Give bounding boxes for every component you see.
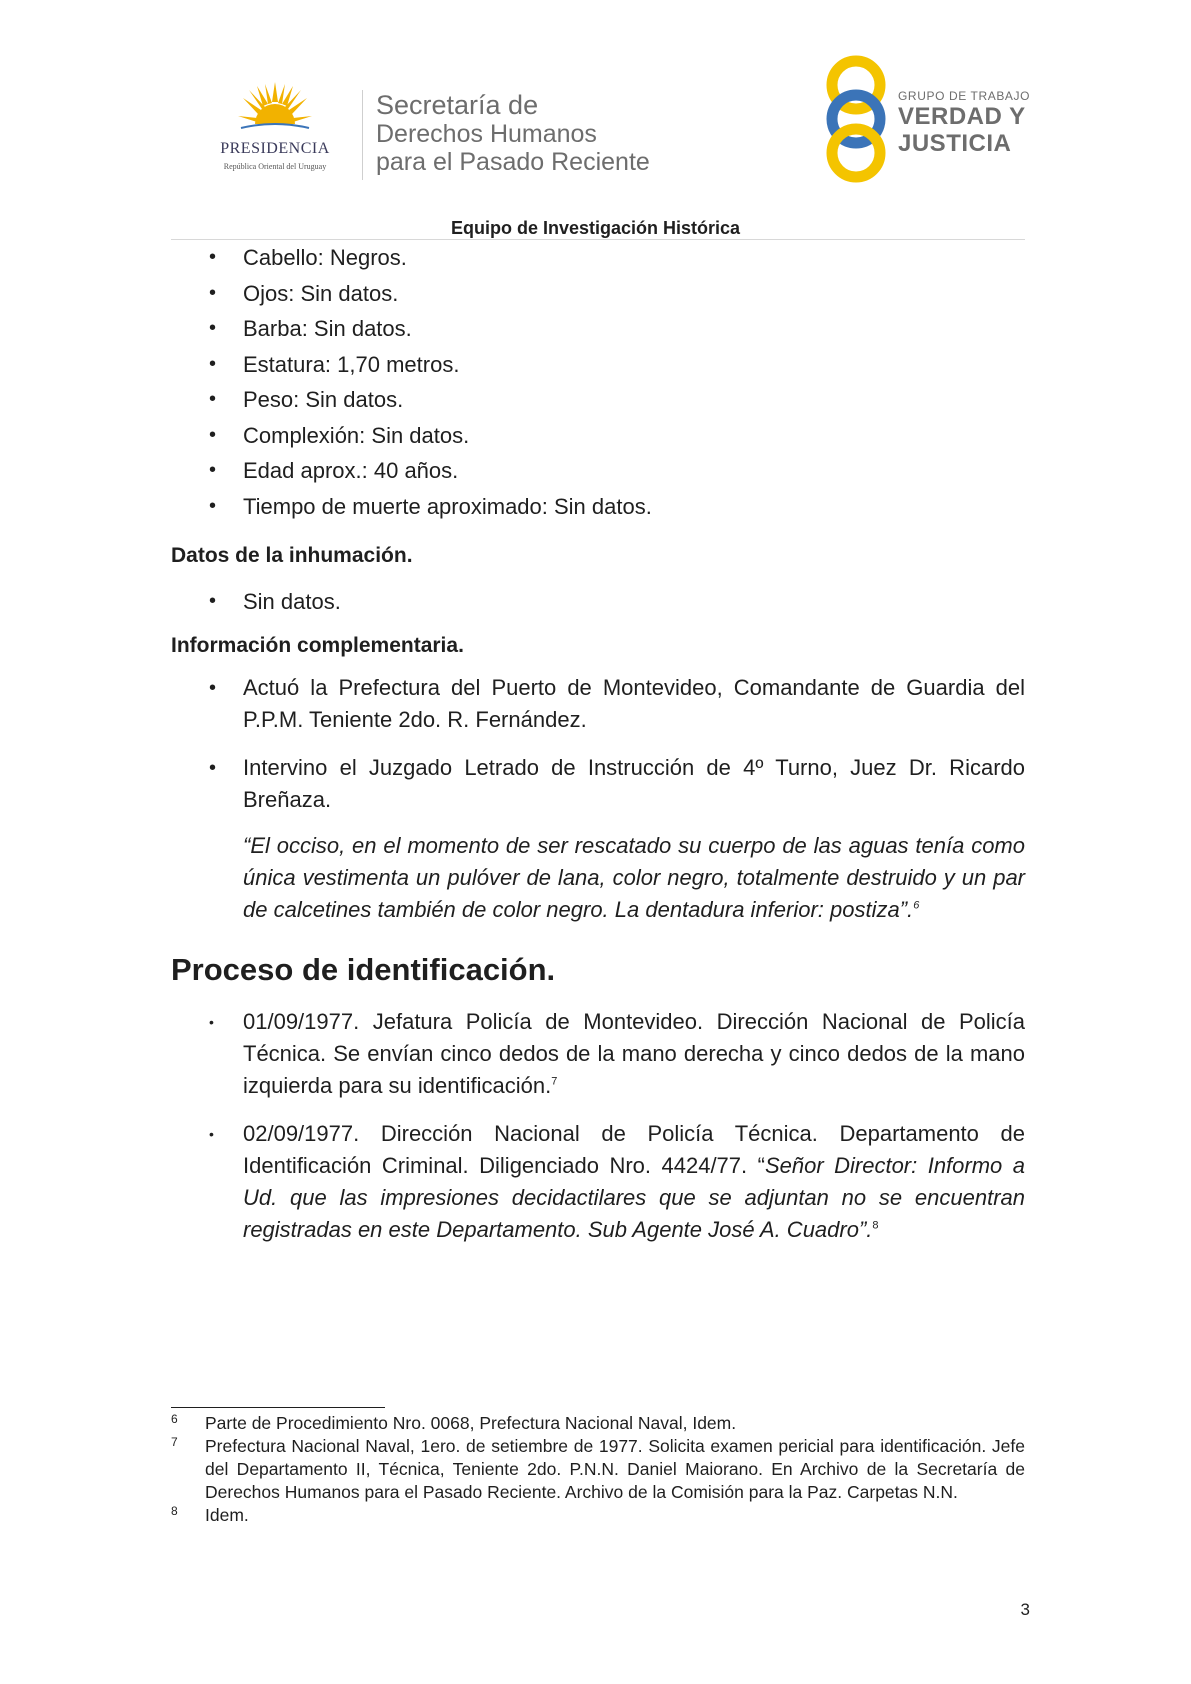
footnote-6 — [171, 1412, 1025, 1435]
complementaria-list — [171, 672, 1025, 816]
header-divider — [362, 90, 363, 180]
presidencia-label: PRESIDENCIA — [220, 140, 330, 157]
list-item: • Peso: Sin datos. — [171, 382, 1025, 418]
footnote-text: Idem. — [205, 1505, 249, 1525]
list-item: • Intervino el Juzgado Letrado de Instrucción de 4º Turno, Juez Dr. Ricardo Breñaza. — [171, 752, 1025, 816]
proceso-list — [171, 1006, 1025, 1246]
footnote-ref-7: 7 — [551, 1075, 558, 1088]
secretaria-line-2: Derechos Humanos — [376, 120, 597, 148]
complementaria-heading: Información complementaria. — [171, 633, 464, 657]
verdad-label: VERDAD Y — [898, 103, 1026, 130]
footnote-rule — [171, 1407, 385, 1408]
secretaria-logo-text — [376, 90, 706, 176]
list-item — [171, 1118, 1025, 1246]
footnote-text: Parte de Procedimiento Nro. 0068, Prefectura Nacional Naval, Idem. — [205, 1413, 737, 1433]
verdad-justicia-text — [898, 89, 1058, 157]
list-item: • Estatura: 1,70 metros. — [171, 347, 1025, 383]
main-content — [171, 240, 1025, 1246]
proceso-heading: Proceso de identificación. — [171, 951, 556, 987]
sun-emblem-icon — [237, 80, 313, 140]
team-title: Equipo de Investigación Histórica — [450, 218, 741, 238]
list-item: • Tiempo de muerte aproximado: Sin datos. — [171, 489, 1025, 525]
proceso-item-1-text: 01/09/1977. Jefatura Policía de Montevideo. Dirección Nacional de Policía Técnica. Se envían cinco dedos de la mano derecha y cinco dedos de la mano izquierda para su identificación. — [243, 1008, 1025, 1098]
list-item: • Actuó la Prefectura del Puerto de Montevideo, Comandante de Guardia del P.P.M. Teniente 2do. R. Fernández. — [171, 672, 1025, 736]
list-item: • Barba: Sin datos. — [171, 311, 1025, 347]
list-item: • Edad aprox.: 40 años. — [171, 453, 1025, 489]
footnote-ref-6: 6 — [913, 899, 920, 912]
list-item: • Ojos: Sin datos. — [171, 276, 1025, 312]
verdad-justicia-logo — [820, 55, 1040, 185]
footnote-number: 6 — [171, 1412, 178, 1426]
footnote-7 — [171, 1435, 1025, 1504]
grupo-trabajo-label: GRUPO DE TRABAJO — [898, 89, 1031, 103]
occiso-quote — [243, 830, 1025, 926]
justicia-label: JUSTICIA — [898, 130, 1012, 157]
footnote-ref-8: 8 — [872, 1219, 879, 1232]
quote-text: “El occiso, en el momento de ser rescatado su cuerpo de las aguas tenía como única vestimenta un pulóver de lana, color negro, totalmente destruido y un par de calcetines también de color negro. La dentadura inferior: postiza”. — [243, 832, 1025, 922]
presidencia-logo — [195, 80, 355, 180]
proceso-item-2-text: 02/09/1977. Dirección Nacional de Policía Técnica. Departamento de Identificación Criminal. Diligenciado Nro. 4424/77. “ — [243, 1120, 1025, 1178]
physical-traits-list — [171, 240, 1025, 524]
footnote-8 — [171, 1504, 1025, 1527]
list-item — [171, 1006, 1025, 1102]
footnote-number: 8 — [171, 1504, 178, 1518]
proceso-item-2-quote: Señor Director: Informo a Ud. que las impresiones decidactilares que se adjuntan no se encuentran registradas en este Departamento. Sub Agente José A. Cuadro”. — [243, 1152, 1025, 1242]
page-number: 3 — [1020, 1600, 1030, 1619]
list-item: • Sin datos. — [171, 584, 1025, 620]
list-item: • Complexión: Sin datos. — [171, 418, 1025, 454]
linked-rings-icon — [820, 55, 892, 183]
footnote-text: Prefectura Nacional Naval, 1ero. de setiembre de 1977. Solicita examen pericial para identificación. Jefe del Departamento II, Técnica, Teniente 2do. P.N.N. Daniel Maiorano. En Archivo de la Secretaría de Derechos Humanos para el Pasado Reciente. Archivo de la Comisión para la Paz. Carpetas N.N. — [205, 1436, 1025, 1502]
inhumacion-list — [171, 584, 1025, 620]
footnotes — [171, 1412, 1025, 1527]
republica-label: República Oriental del Uruguay — [223, 162, 327, 171]
list-item: • Cabello: Negros. — [171, 240, 1025, 276]
inhumacion-heading: Datos de la inhumación. — [171, 544, 413, 567]
secretaria-line-1: Secretaría de — [376, 90, 539, 120]
secretaria-line-3: para el Pasado Reciente — [376, 148, 650, 176]
footnote-number: 7 — [171, 1435, 178, 1449]
